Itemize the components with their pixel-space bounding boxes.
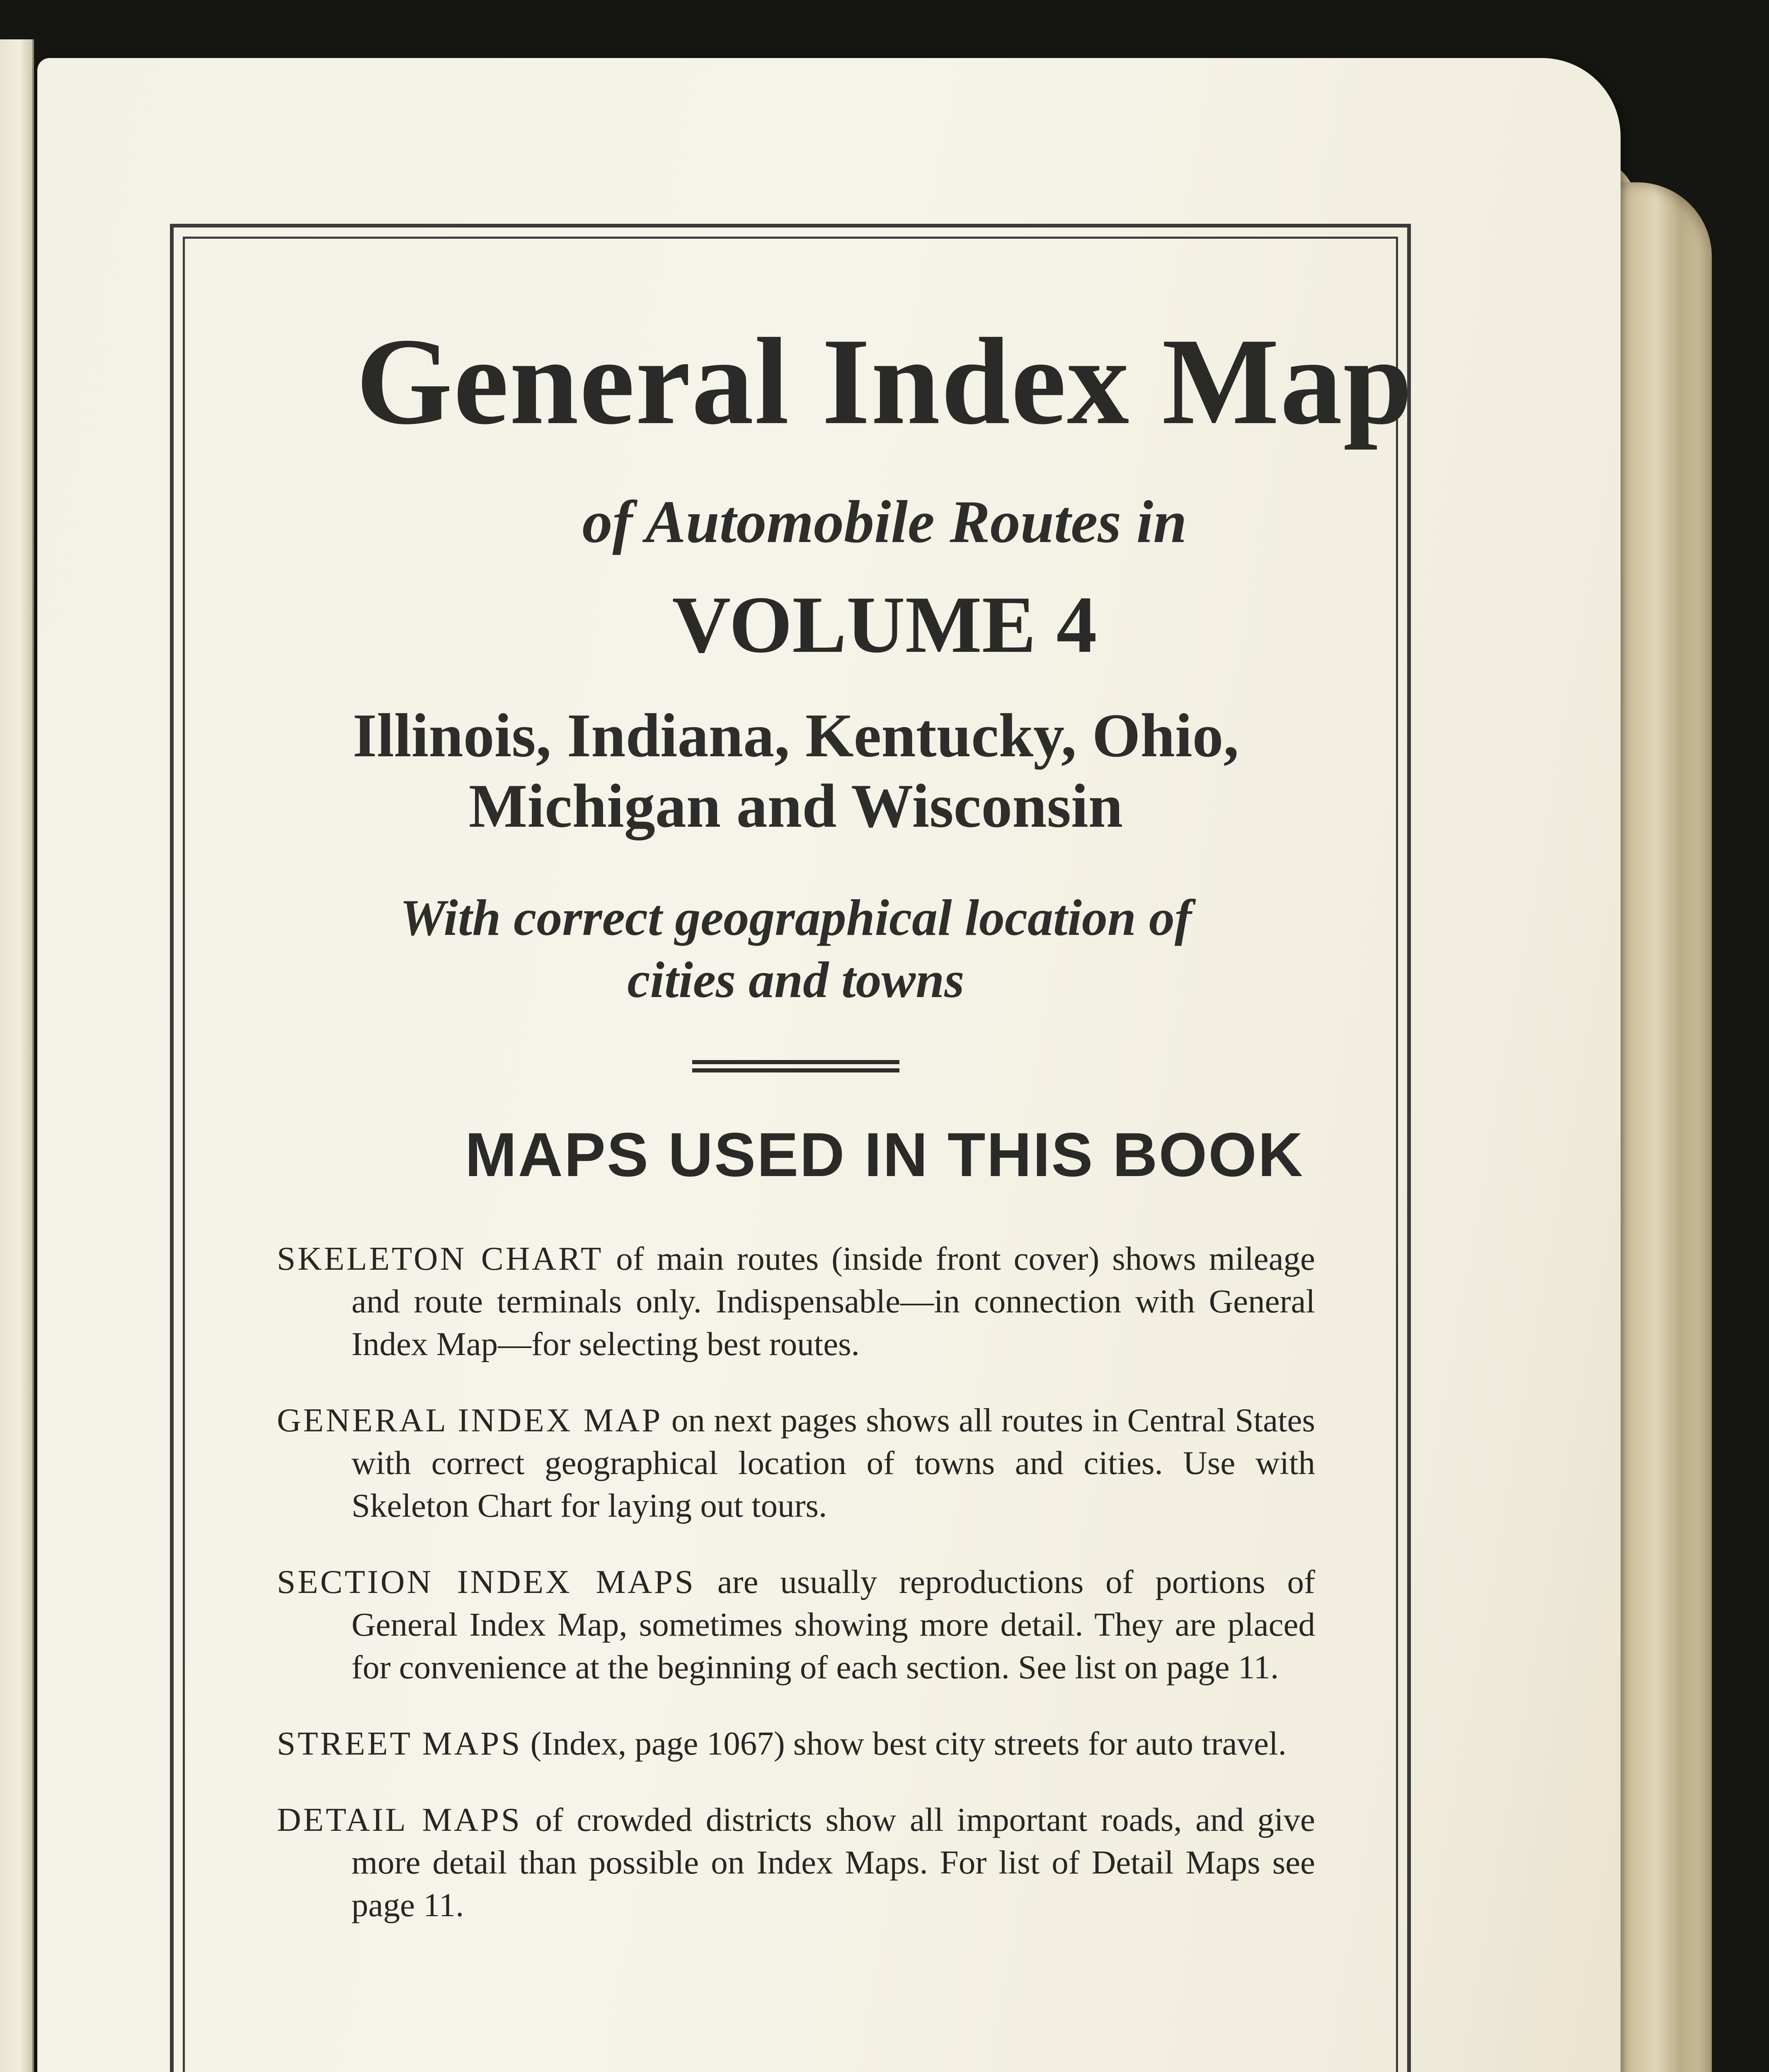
entry-lead: SKELETON CHART [277,1240,603,1277]
tagline-line-2: cities and towns [627,951,964,1008]
entry-lead: DETAIL MAPS [277,1801,522,1838]
maps-entry [277,1237,1315,1365]
volume-heading: VOLUME 4 [672,580,1097,670]
decorative-double-rule [692,1060,899,1072]
maps-entry [277,1798,1315,1927]
entry-text: are usually reproductions of portions of General Index Map, sometimes showing more detail. They are placed for convenience at the beginning of each section. See list on page 11. [351,1563,1315,1686]
page-title: General Index Map [356,312,1413,450]
states-line-2: Michigan and Wisconsin [468,772,1123,840]
maps-entry [277,1561,1315,1689]
states-list [232,700,1359,841]
maps-entry [277,1722,1315,1765]
maps-section-heading: MAPS USED IN THIS BOOK [465,1120,1304,1189]
entry-text: (Index, page 1067) show best city streets for auto travel. [522,1725,1287,1762]
maps-entry-list [277,1204,1315,1958]
entry-text: of crowded districts show all important roads, and give more detail than possible on Index Maps. For list of Detail Maps see page 11. [351,1801,1315,1924]
tagline [232,887,1359,1011]
maps-entry [277,1399,1315,1527]
entry-text: of main routes (inside front cover) shows mileage and route terminals only. Indispensable—in connection with General Index Map—for selecting best routes. [351,1240,1315,1363]
entry-text: on next pages shows all routes in Central States with correct geographical location of towns and cities. Use with Skeleton Chart for laying out tours. [351,1402,1316,1524]
entry-lead: SECTION INDEX MAPS [277,1563,695,1600]
entry-lead: STREET MAPS [277,1725,522,1762]
states-line-1: Illinois, Indiana, Kentucky, Ohio, [352,701,1239,770]
page-subtitle: of Automobile Routes in [582,488,1187,555]
entry-lead: GENERAL INDEX MAP [277,1402,663,1439]
tagline-line-1: With correct geographical location of [400,889,1192,946]
